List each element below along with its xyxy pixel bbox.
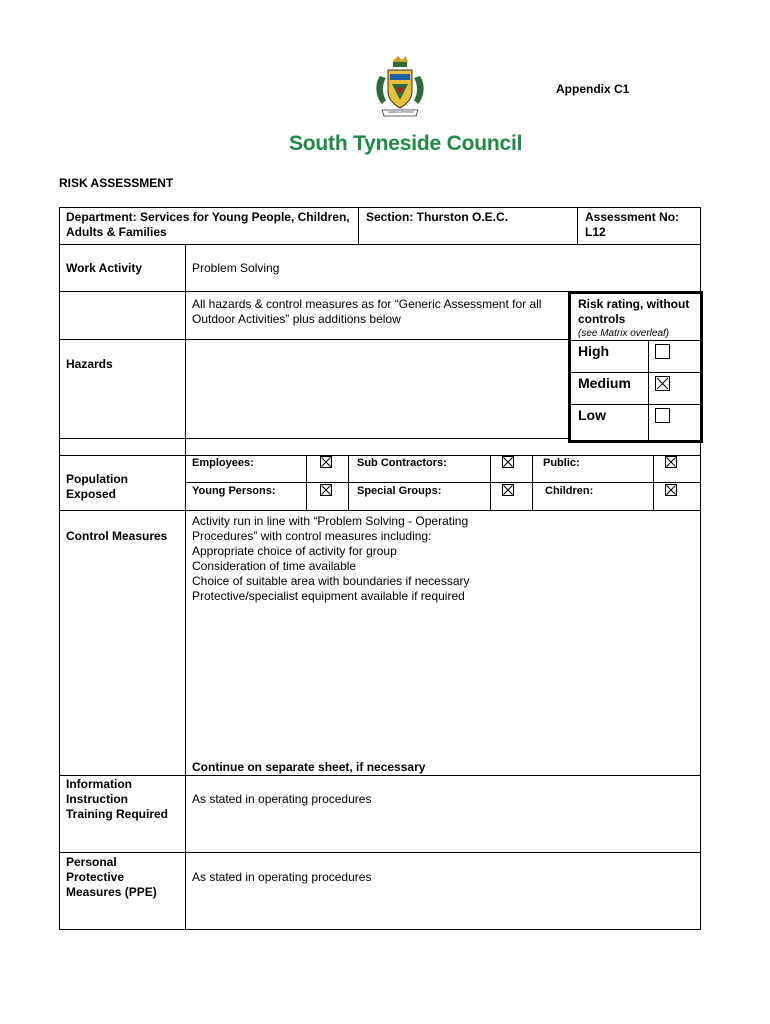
population-label: Population Exposed xyxy=(66,472,128,501)
risk-level-medium-checkbox[interactable] xyxy=(655,376,670,396)
population-public-label: Public: xyxy=(543,457,580,469)
risk-level-high-label: High xyxy=(578,343,610,359)
risk-level-low-label: Low xyxy=(578,407,606,423)
population-subcontractors-label: Sub Contractors: xyxy=(357,457,447,469)
information-label: Information Instruction Training Required xyxy=(66,777,169,821)
risk-rating-box xyxy=(568,291,703,443)
control-measure-line: Procedures” with control measures including: xyxy=(192,529,432,543)
council-crest-logo xyxy=(372,54,428,126)
control-measure-line: Choice of suitable area with boundaries if necessary xyxy=(192,574,470,588)
control-measure-line: Appropriate choice of activity for group xyxy=(192,544,397,558)
control-measure-line: Consideration of time available xyxy=(192,559,357,573)
population-public-checkbox[interactable] xyxy=(665,456,677,468)
population-special-groups-label: Special Groups: xyxy=(357,485,442,497)
information-value: As stated in operating procedures xyxy=(192,792,372,806)
ppe-label: Personal Protective Measures (PPE) xyxy=(66,855,157,899)
control-measure-line: Protective/specialist equipment available if required xyxy=(192,589,465,603)
hazards-text: All hazards & control measures as for “Generic Assessment for all Outdoor Activities” plus additions below xyxy=(192,297,542,326)
ppe-value: As stated in operating procedures xyxy=(192,870,372,884)
population-children-checkbox[interactable] xyxy=(665,484,677,496)
population-employees-checkbox[interactable] xyxy=(320,456,332,468)
hazards-label: Hazards xyxy=(66,357,113,371)
continue-note: Continue on separate sheet, if necessary xyxy=(192,760,426,774)
population-subcontractors-checkbox[interactable] xyxy=(502,456,514,468)
risk-level-low-checkbox[interactable] xyxy=(655,408,670,428)
control-measure-line: Activity run in line with “Problem Solving - Operating xyxy=(192,514,469,528)
population-children-label: Children: xyxy=(545,485,594,497)
risk-rating-note: (see Matrix overleaf) xyxy=(578,328,670,339)
work-activity-label: Work Activity xyxy=(66,261,143,275)
risk-rating-title: Risk rating, without controls xyxy=(578,297,690,326)
risk-level-high-checkbox[interactable] xyxy=(655,344,670,364)
work-activity-value: Problem Solving xyxy=(192,261,280,275)
council-name: South Tyneside Council xyxy=(289,132,523,155)
population-special-groups-checkbox[interactable] xyxy=(502,484,514,496)
population-young-persons-label: Young Persons: xyxy=(192,485,276,497)
appendix-label: Appendix C1 xyxy=(556,82,630,96)
section-field: Section: Thurston O.E.C. xyxy=(366,210,509,224)
control-measures-label: Control Measures xyxy=(66,529,168,543)
population-young-persons-checkbox[interactable] xyxy=(320,484,332,496)
department-field: Department: Services for Young People, Children, Adults & Families xyxy=(66,210,350,239)
document-title: RISK ASSESSMENT xyxy=(59,176,174,190)
crest-motto: SEMPER ANTICIPANS xyxy=(388,111,414,114)
control-measures-list xyxy=(192,514,692,604)
risk-level-medium-label: Medium xyxy=(578,375,631,391)
assessment-number: Assessment No: L12 xyxy=(585,210,680,239)
population-employees-label: Employees: xyxy=(192,457,254,469)
